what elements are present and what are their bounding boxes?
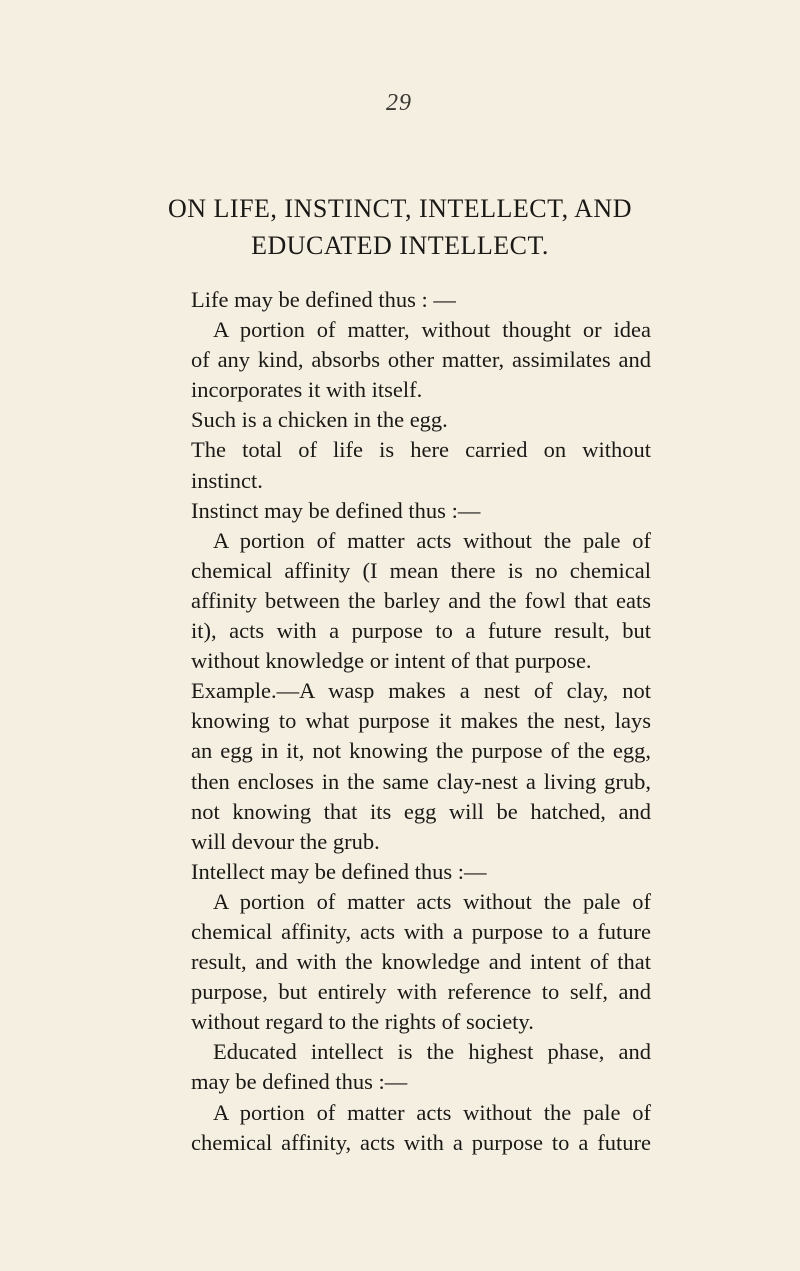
text-line: may be defined thus :— (191, 1069, 408, 1095)
text-line: without regard to the rights of society. (191, 1009, 534, 1035)
text-line: without knowledge or intent of that purpose. (191, 648, 592, 674)
text-line: Educated intellect is the highest phase, and (213, 1039, 651, 1065)
text-line: will devour the grub. (191, 828, 380, 854)
text-line: Intellect may be defined thus :— (191, 858, 487, 884)
chapter-title-line: EDUCATED INTELLECT. (251, 231, 549, 260)
text-line: knowing to what purpose it makes the nest, lays (191, 708, 651, 734)
text-line: it), acts with a purpose to a future result, but (191, 618, 651, 644)
text-line: an egg in it, not knowing the purpose of the egg, (191, 738, 651, 764)
text-line: result, and with the knowledge and intent of that (191, 949, 651, 975)
text-line: A portion of matter acts without the pale of (213, 1099, 651, 1125)
text-line: Example.—A wasp makes a nest of clay, not (191, 678, 651, 704)
text-line: incorporates it with itself. (191, 377, 423, 403)
chapter-title-line: ON LIFE, INSTINCT, INTELLECT, AND (168, 194, 632, 223)
body-text (191, 285, 651, 1158)
text-line: A portion of matter acts without the pale of (213, 527, 651, 553)
text-line: not knowing that its egg will be hatched, and (191, 798, 651, 824)
text-line: Such is a chicken in the egg. (191, 407, 448, 433)
chapter-title (160, 190, 640, 264)
text-line: affinity between the barley and the fowl that eats (191, 587, 651, 613)
text-line: chemical affinity, acts with a purpose to a future (191, 918, 651, 944)
text-line: chemical affinity (I mean there is no chemical (191, 557, 651, 583)
text-line: of any kind, absorbs other matter, assimilates and (191, 347, 651, 373)
text-line: purpose, but entirely with reference to self, and (191, 979, 651, 1005)
text-line: The total of life is here carried on without (191, 437, 651, 463)
page-number: 29 (386, 90, 412, 116)
text-line: Life may be defined thus : — (191, 287, 456, 312)
text-line: A portion of matter acts without the pale of (213, 888, 651, 914)
text-line: Instinct may be defined thus :— (191, 497, 481, 523)
text-line: chemical affinity, acts with a purpose to a future (191, 1129, 651, 1155)
text-line: then encloses in the same clay-nest a living grub, (191, 768, 651, 794)
text-line: A portion of matter, without thought or idea (213, 317, 651, 343)
text-line: instinct. (191, 467, 263, 493)
